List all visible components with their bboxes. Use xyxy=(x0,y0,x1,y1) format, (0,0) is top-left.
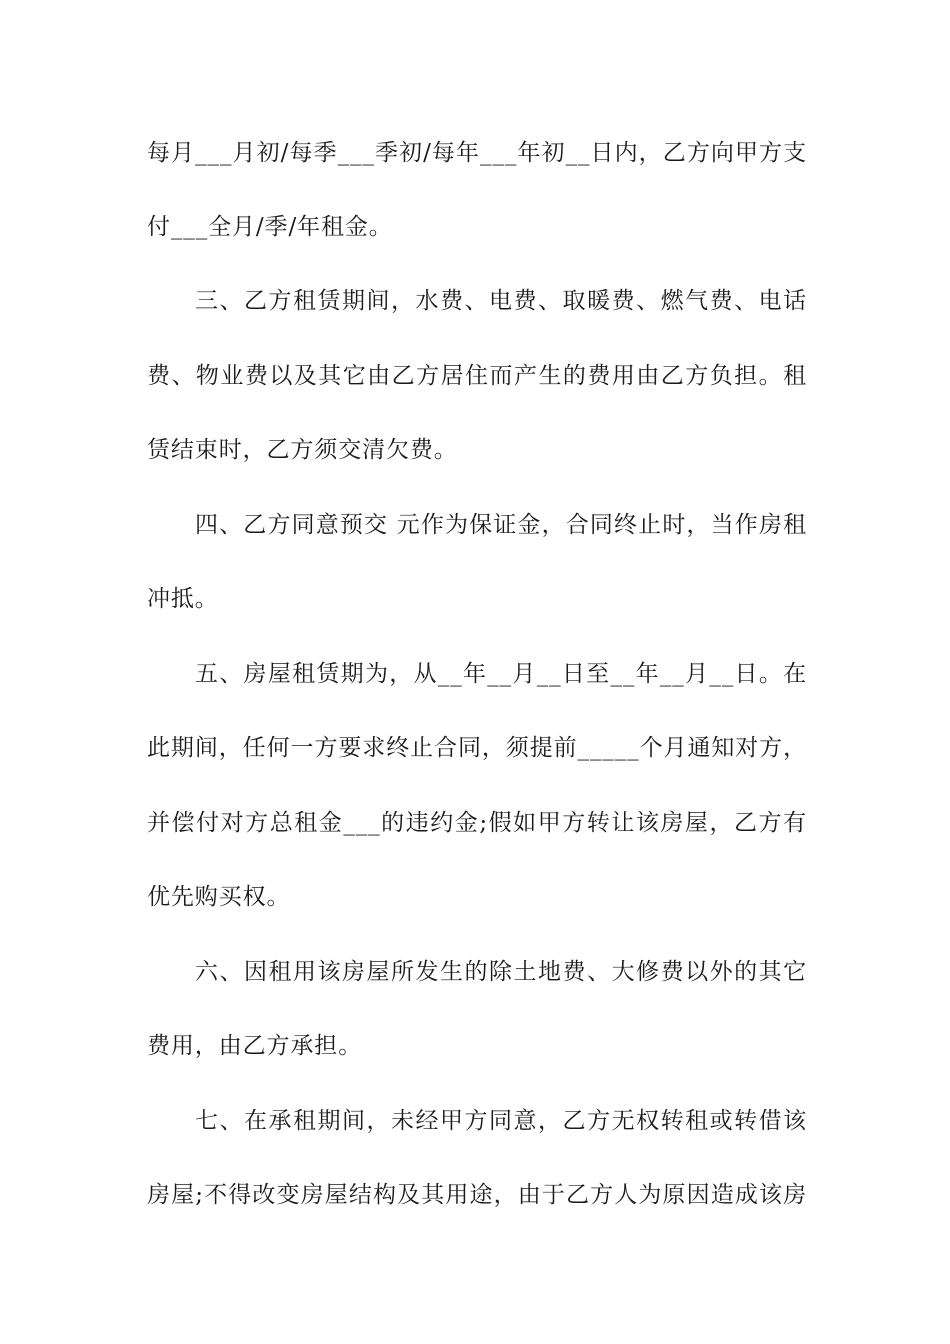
text-line: 此期间，任何一方要求终止合同，须提前_____个月通知对方， xyxy=(147,735,807,761)
text-line: 费用，由乙方承担。 xyxy=(147,1033,363,1059)
text-line: 费、物业费以及其它由乙方居住而产生的费用由乙方负担。租 xyxy=(147,363,807,389)
clause-4-line: 四、乙方同意预交 元作为保证金，合同终止时，当作房租 xyxy=(195,512,807,538)
text-line: 赁结束时，乙方须交清欠费。 xyxy=(147,437,458,463)
text-line: 付___全月/季/年租金。 xyxy=(147,214,393,240)
text-line: 每月___月初/每季___季初/每年___年初__日内，乙方向甲方支 xyxy=(147,140,807,166)
text-line: 冲抵。 xyxy=(147,586,219,612)
clause-5-line: 五、房屋租赁期为，从__年__月__日至__年__月__日。在 xyxy=(195,661,807,687)
clause-6-line: 六、因租用该房屋所发生的除土地费、大修费以外的其它 xyxy=(195,959,807,985)
text-line: 房屋;不得改变房屋结构及其用途，由于乙方人为原因造成该房 xyxy=(147,1182,807,1208)
text-line: 并偿付对方总租金___的违约金;假如甲方转让该房屋，乙方有 xyxy=(147,810,807,836)
clause-3-line: 三、乙方租赁期间，水费、电费、取暖费、燃气费、电话 xyxy=(195,288,807,314)
clause-7-line: 七、在承租期间，未经甲方同意，乙方无权转租或转借该 xyxy=(195,1108,807,1134)
text-line: 优先购买权。 xyxy=(147,884,291,910)
